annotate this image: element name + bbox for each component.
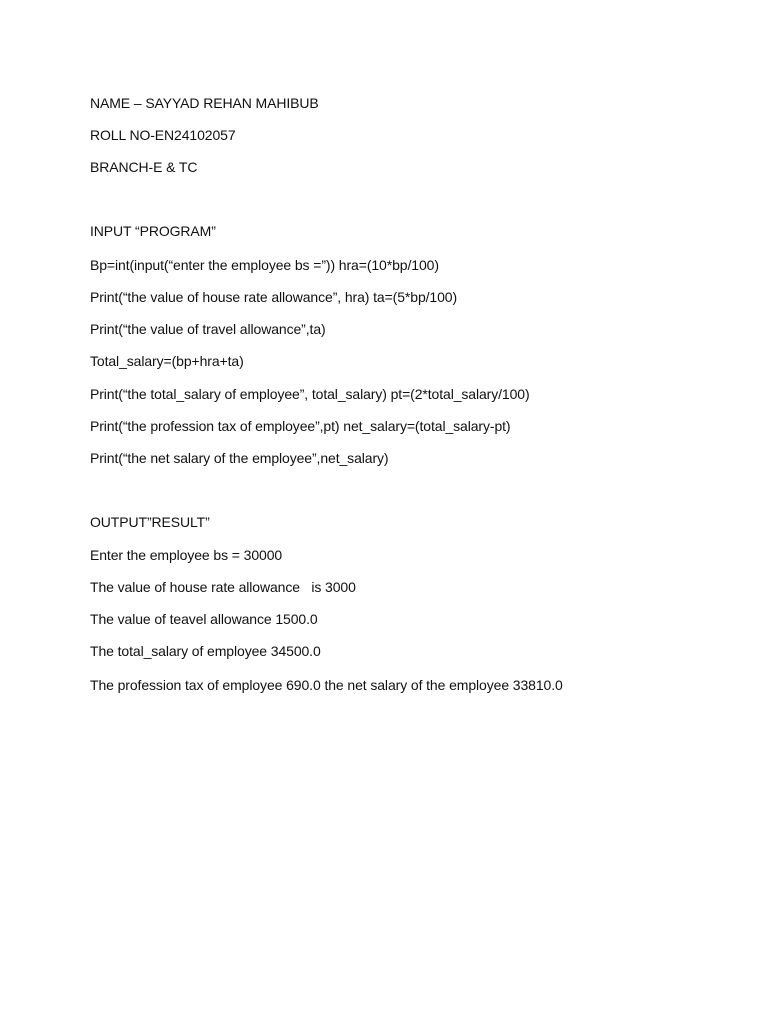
program-line: Print(“the value of travel allowance”,ta) bbox=[90, 321, 326, 337]
output-line: Enter the employee bs = 30000 bbox=[90, 547, 283, 563]
output-line: The value of teavel allowance 1500.0 bbox=[90, 611, 318, 627]
output-line: The total_salary of employee 34500.0 bbox=[90, 643, 321, 659]
program-line: Total_salary=(bp+hra+ta) bbox=[90, 353, 244, 369]
program-line: Print(“the net salary of the employee”,net_salary) bbox=[90, 450, 389, 466]
program-heading: INPUT “PROGRAM” bbox=[90, 223, 216, 239]
output-heading: OUTPUT”RESULT” bbox=[90, 514, 210, 530]
program-line: Print(“the value of house rate allowance”, hra) ta=(5*bp/100) bbox=[90, 289, 458, 305]
output-line: The value of house rate allowance is 3000 bbox=[90, 579, 356, 595]
output-line: The profession tax of employee 690.0 the net salary of the employee 33810.0 bbox=[90, 677, 563, 693]
program-line: Bp=int(input(“enter the employee bs =”)) hra=(10*bp/100) bbox=[90, 257, 439, 273]
branch: BRANCH-E & TC bbox=[90, 159, 198, 175]
program-line: Print(“the profession tax of employee”,pt) net_salary=(total_salary-pt) bbox=[90, 418, 511, 434]
roll-number: ROLL NO-EN24102057 bbox=[90, 127, 236, 143]
student-name: NAME – SAYYAD REHAN MAHIBUB bbox=[90, 95, 319, 111]
program-line: Print(“the total_salary of employee”, total_salary) pt=(2*total_salary/100) bbox=[90, 386, 530, 402]
